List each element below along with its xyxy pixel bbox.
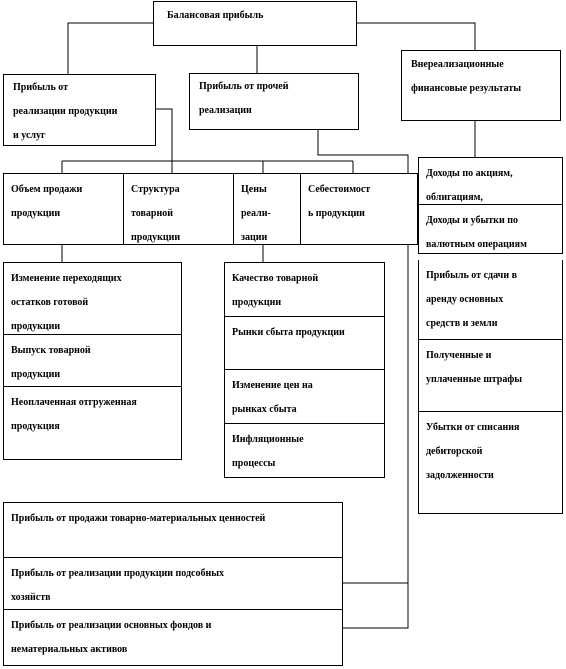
price-factor-item: Качество товарной продукции bbox=[224, 262, 385, 317]
volume-factor-item: Выпуск товарной продукции bbox=[3, 334, 182, 387]
volume-factor-item: Изменение переходящих остатков готовой продукции bbox=[3, 262, 182, 335]
connector-root-nonop bbox=[357, 23, 475, 50]
non-operating-item: Прибыль от сдачи в аренду основных средств и земли bbox=[418, 260, 563, 340]
price-factor-item: Изменение цен на рынках сбыта bbox=[224, 369, 385, 424]
root-label: Балансовая прибыль bbox=[167, 10, 264, 21]
non-operating-item: Полученные и уплаченные штрафы bbox=[418, 339, 563, 412]
connector-sales-factors bbox=[155, 109, 172, 161]
connector-root-sales bbox=[68, 23, 153, 74]
other-sales-item: Прибыль от реализации продукции подсобных хозяйств bbox=[3, 557, 343, 610]
non-operating-label: Внереализационные финансовые результаты bbox=[411, 59, 522, 94]
other-sales-item: Прибыль от продажи товарно-материальных ценностей bbox=[3, 502, 343, 558]
non-operating-item: Доходы по акциям, облигациям, bbox=[418, 157, 563, 205]
factor-sale-prices: Цены реали- зации bbox=[233, 173, 301, 245]
root-box bbox=[153, 1, 357, 46]
sales-profit-label: Прибыль от реализации продукции и услуг bbox=[13, 82, 118, 141]
factor-product-structure: Структура товарной продукции bbox=[123, 173, 234, 245]
non-operating-item: Убытки от списания дебиторской задолженности bbox=[418, 411, 563, 514]
non-operating-box bbox=[401, 50, 561, 121]
factor-sales-volume: Объем продажи продукции bbox=[3, 173, 124, 245]
other-sales-profit-label: Прибыль от прочей реализации bbox=[199, 81, 289, 116]
price-factor-item: Рынки сбыта продукции bbox=[224, 316, 385, 370]
other-sales-profit-box bbox=[189, 73, 359, 130]
factor-cost-price: Себестоимост ь продукции bbox=[300, 173, 418, 245]
price-factor-item: Инфляционные процессы bbox=[224, 423, 385, 478]
volume-factor-item: Неоплаченная отгруженная продукция bbox=[3, 386, 182, 460]
non-operating-item: Доходы и убытки по валютным операциям bbox=[418, 204, 563, 254]
sales-profit-box bbox=[3, 74, 156, 146]
other-sales-item: Прибыль от реализации основных фондов и нематериальных активов bbox=[3, 609, 343, 666]
